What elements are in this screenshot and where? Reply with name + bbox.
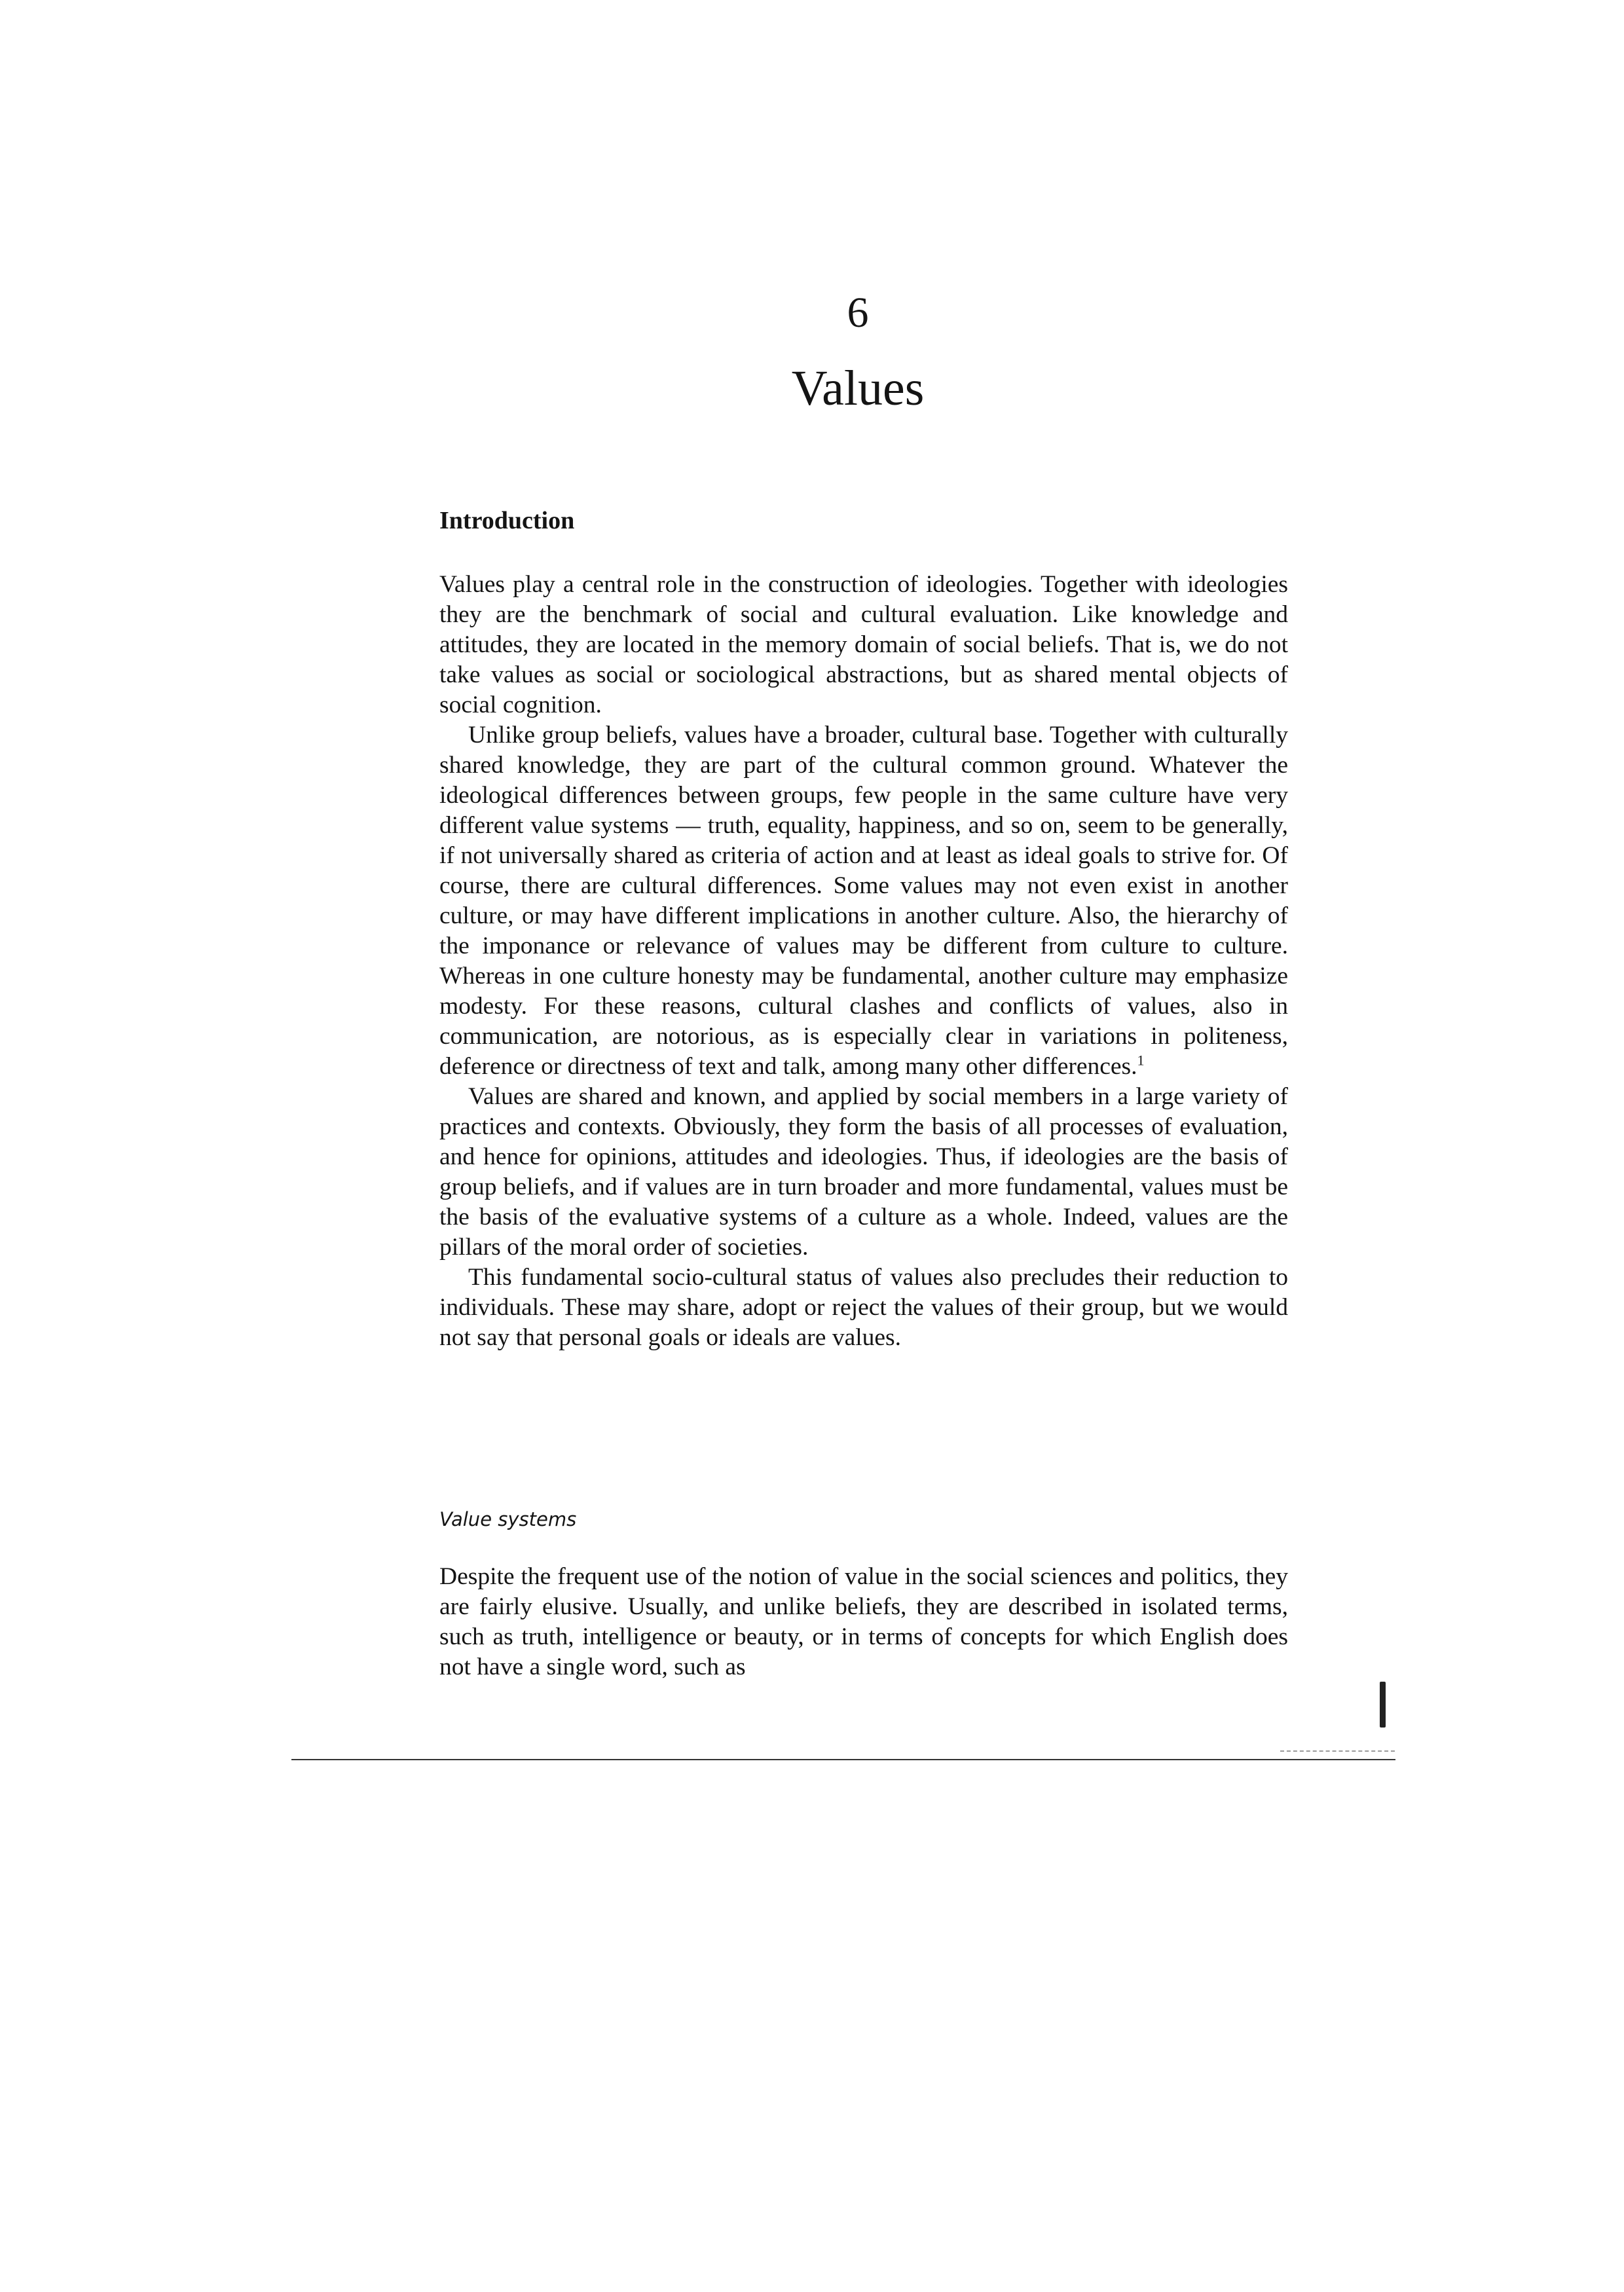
paragraph: [439, 720, 1288, 1082]
paragraph-text: Unlike group beliefs, values have a broader, cultural base. Together with culturally shared knowledge, they are part of the cultural common ground. Whatever the ideological differences between groups, few people in the same culture have very different value systems — truth, equality, happiness, and so on, seem to be generally, if not universally shared as criteria of action and at least as ideal goals to strive for. Of course, there are cultural differences. Some values may not even exist in another culture, or may have different implications in another culture. Also, the hierarchy of the imponance or relevance of values may be different from culture to culture. Whereas in one culture honesty may be fundamental, another culture may emphasize modesty. For these reasons, cultural clashes and conflicts of values, also in communication, are notorious, as is especially clear in variations in politeness, deference or directness of text and talk, among many other differences.: [439, 722, 1288, 1080]
scan-artifact-mark: [1380, 1682, 1386, 1728]
page-bottom-rule: [291, 1759, 1395, 1760]
paragraph: Values are shared and known, and applied by social members in a large variety of practices and contexts. Obviously, they form the basis of all processes of evaluation, and hence for opinions, attitudes and ideologies. Thus, if ideologies are the basis of group beliefs, and if values are in turn broader and more fundamental, values must be the basis of the evaluative systems of a culture as a whole. Indeed, values are the pillars of the moral order of societies.: [439, 1083, 1288, 1261]
paragraph: This fundamental socio-cultural status of values also precludes their reduction to individuals. These may share, adopt or reject the values of their group, but we would not say that personal goals or ideals are values.: [439, 1264, 1288, 1351]
chapter-title: Values: [791, 361, 925, 416]
footnote-marker[interactable]: 1: [1137, 1052, 1145, 1069]
paragraph: Despite the frequent use of the notion of value in the social sciences and politics, they are fairly elusive. Usually, and unlike beliefs, they are described in isolated terms, such as truth, intelligence or beauty, or in terms of concepts for which English does not have a single word, such as: [439, 1563, 1288, 1680]
section-heading: Introduction: [439, 507, 575, 534]
value-systems-body: [439, 1562, 1288, 1682]
chapter-number: 6: [847, 289, 869, 337]
introduction-body: [439, 570, 1288, 1353]
scan-artifact-line: [1280, 1750, 1395, 1752]
subsection-heading: Value systems: [439, 1508, 577, 1530]
paragraph: Values play a central role in the construction of ideologies. Together with ideologies they are the benchmark of social and cultural evaluation. Like knowledge and attitudes, they are located in the memory domain of social beliefs. That is, we do not take values as social or sociological abstractions, but as shared mental objects of social cognition.: [439, 571, 1288, 718]
